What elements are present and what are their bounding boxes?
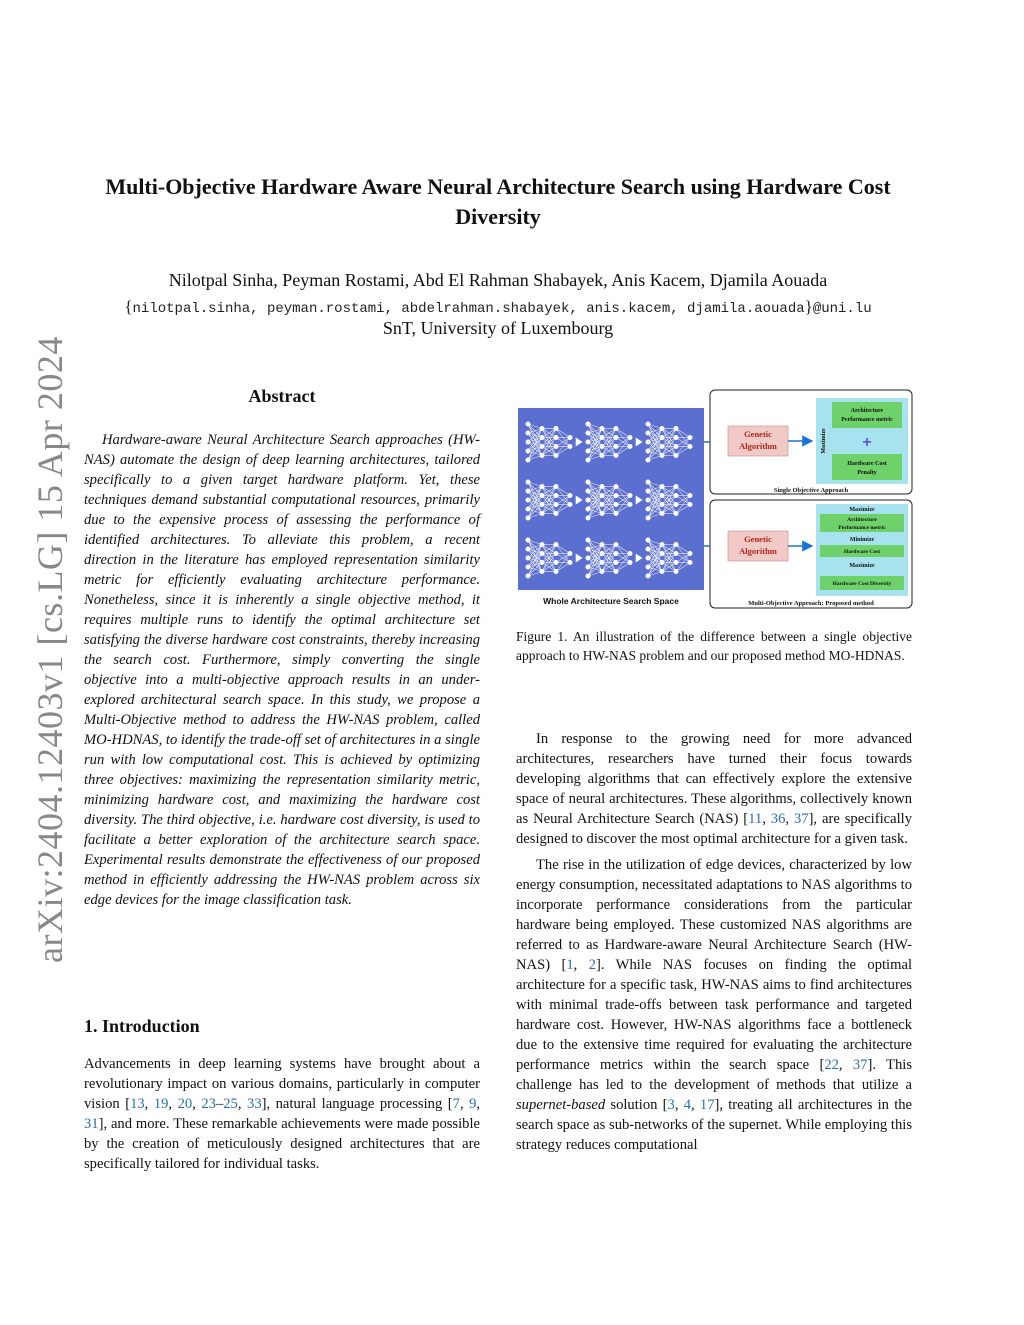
network-node — [646, 516, 650, 520]
network-node — [600, 551, 604, 555]
network-node — [688, 560, 692, 564]
maximize-vertical-label: Maximize — [821, 428, 827, 454]
network-node — [526, 458, 530, 462]
email-domain: @uni.lu — [812, 301, 872, 317]
network-node — [600, 511, 604, 515]
citation-link[interactable]: 36 — [770, 811, 786, 827]
network-node — [674, 435, 678, 439]
network-node — [586, 516, 590, 520]
network-node — [540, 542, 544, 546]
network-node — [586, 538, 590, 542]
figure-1-diagram — [516, 386, 914, 612]
network-node — [554, 435, 558, 439]
network-node — [646, 480, 650, 484]
network-node — [586, 565, 590, 569]
network-node — [540, 444, 544, 448]
citation-link[interactable]: 9 — [469, 1096, 477, 1112]
maximize-label-1: Maximize — [849, 507, 875, 513]
network-node — [554, 453, 558, 457]
network-node — [540, 560, 544, 564]
arch-perf-box-top — [832, 402, 902, 428]
network-node — [660, 560, 664, 564]
network-node — [614, 560, 618, 564]
svg-text:Hardware Cost: Hardware Cost — [847, 461, 887, 467]
citation-link[interactable]: 13 — [130, 1096, 145, 1112]
network-node — [526, 480, 530, 484]
arxiv-side-stamp: arXiv:2404.12403v1 [cs.LG] 15 Apr 2024 — [30, 336, 70, 964]
network-node — [674, 444, 678, 448]
author-list: Nilotpal Sinha, Peyman Rostami, Abd El Rahman Shabayek, Anis Kacem, Djamila Aouada — [168, 270, 828, 290]
network-node — [674, 502, 678, 506]
citation-link[interactable]: 25 — [223, 1096, 238, 1112]
svg-text:Performance metric: Performance metric — [841, 417, 893, 423]
network-node — [688, 502, 692, 506]
network-node — [660, 551, 664, 555]
network-node — [568, 502, 572, 506]
network-node — [660, 502, 664, 506]
citation-link[interactable]: 22 — [824, 1057, 839, 1073]
network-node — [540, 569, 544, 573]
network-node — [600, 493, 604, 497]
network-node — [554, 542, 558, 546]
figure-caption: Figure 1. An illustration of the difference between a single objective approach to HW-NAS problem and our proposed method MO-HDNAS. — [516, 629, 912, 663]
abstract-heading: Abstract — [248, 386, 316, 406]
network-node — [646, 422, 650, 426]
network-node — [646, 458, 650, 462]
citation-link[interactable]: 23 — [201, 1096, 216, 1112]
network-node — [674, 551, 678, 555]
network-node — [586, 458, 590, 462]
network-node — [568, 493, 572, 497]
intro-heading: 1. Introduction — [84, 1016, 200, 1036]
network-node — [586, 489, 590, 493]
ga-label-top-2: Algorithm — [739, 441, 777, 451]
network-node — [674, 569, 678, 573]
network-node — [688, 493, 692, 497]
network-node — [628, 493, 632, 497]
network-node — [526, 574, 530, 578]
network-node — [586, 422, 590, 426]
network-node — [688, 435, 692, 439]
citation-link[interactable]: 2 — [588, 957, 597, 973]
network-node — [526, 440, 530, 444]
network-node — [688, 444, 692, 448]
network-node — [646, 498, 650, 502]
network-node — [540, 502, 544, 506]
network-node — [526, 498, 530, 502]
network-node — [688, 551, 692, 555]
citation-link[interactable]: 37 — [852, 1057, 868, 1073]
network-node — [568, 551, 572, 555]
network-node — [526, 507, 530, 511]
network-node — [600, 426, 604, 430]
network-node — [540, 426, 544, 430]
network-node — [614, 542, 618, 546]
network-node — [660, 453, 664, 457]
network-node — [600, 569, 604, 573]
network-node — [628, 435, 632, 439]
network-node — [674, 453, 678, 457]
network-node — [526, 538, 530, 542]
maximize-label-2: Maximize — [849, 563, 875, 569]
network-node — [526, 449, 530, 453]
network-node — [526, 556, 530, 560]
network-node — [614, 551, 618, 555]
network-node — [646, 489, 650, 493]
network-node — [554, 502, 558, 506]
network-node — [646, 431, 650, 435]
citation-link[interactable]: 20 — [177, 1096, 193, 1112]
plus-sign: + — [862, 434, 872, 451]
author-emails: {nilotpal.sinha, peyman.rostami, abdelrahman.shabayek, anis.kacem, djamila.aouada}@uni.lu — [124, 297, 872, 317]
network-node — [600, 435, 604, 439]
network-node — [600, 444, 604, 448]
abstract-text: Hardware-aware Neural Architecture Search approaches (HW-NAS) automate the design of deep learning architectures, tailored specifically to a given target hardware platform. Yet, these techniques demand substantial computational resources, primarily due to the expensive process of assessing the performance of identified architectures. To alleviate this problem, a recent direction in the literature has employed representation similarity metric for efficiently evaluating architecture performance. Nonetheless, since it is inherently a single objective method, it requires multiple runs to identify the optimal architecture set satisfying the diverse hardware cost constraints, thereby increasing the search cost. Furthermore, simply converting the single objective into a multi-objective approach results in an under-explored architectural search space. In this study, we propose a Multi-Objective method to address the HW-NAS problem, called MO-HDNAS, to identify the trade-off set of architectures in a single run with low computational cost. This is achieved by optimizing three objectives: maximizing the representation similarity metric, minimizing hardware cost, and maximizing the hardware cost diversity. The third objective, i.e. hardware cost diversity, is used to facilitate a better exploration of the architecture search space. Experimental results demonstrate the effectiveness of our proposed method in efficiently addressing the HW-NAS problem across six edge devices for the image classification task. — [84, 432, 480, 908]
hw-cost-label: Hardware Cost — [843, 549, 881, 555]
network-node — [660, 493, 664, 497]
network-node — [660, 569, 664, 573]
network-node — [586, 431, 590, 435]
network-node — [568, 444, 572, 448]
network-node — [660, 542, 664, 546]
network-node — [540, 511, 544, 515]
svg-text:Architecture: Architecture — [850, 408, 884, 414]
network-node — [646, 574, 650, 578]
network-node — [646, 538, 650, 542]
network-node — [526, 547, 530, 551]
hw-cost-diversity-label: Hardware Cost Diversity — [832, 581, 892, 587]
svg-text:Penalty: Penalty — [857, 470, 877, 476]
network-node — [540, 435, 544, 439]
network-node — [674, 426, 678, 430]
network-node — [646, 507, 650, 511]
network-node — [554, 569, 558, 573]
network-node — [628, 502, 632, 506]
paragraph-nas: In response to the growing need for more advanced architectures, researchers have turned their focus towards developing algorithms that can effectively explore the extensive space of neural architectures. These algorithms, collectively known as Neural Architecture Search (NAS) [11, 36, 37], are specifically designed to discover the most optimal architecture for a given task. — [516, 731, 913, 847]
network-node — [614, 493, 618, 497]
network-node — [554, 551, 558, 555]
minimize-label: Minimize — [849, 537, 875, 543]
citation-link[interactable]: 1 — [566, 957, 574, 973]
network-node — [660, 444, 664, 448]
network-node — [660, 484, 664, 488]
network-node — [586, 507, 590, 511]
network-node — [586, 440, 590, 444]
hw-penalty-box — [832, 454, 902, 480]
network-node — [586, 480, 590, 484]
network-node — [554, 560, 558, 564]
network-node — [526, 431, 530, 435]
network-node — [628, 551, 632, 555]
network-node — [674, 560, 678, 564]
network-node — [554, 484, 558, 488]
intro-paragraph: Advancements in deep learning systems have brought about a revolutionary impact on various domains, particularly in computer vision [13, 19, 20, 23–25, 33], natural language processing [7, 9, 31], and more. These remarkable achievements were made possible by the creation of meticulously designed architectures that are specifically tailored for individual tasks. — [84, 1056, 481, 1172]
network-node — [586, 556, 590, 560]
paper-title: Multi-Objective Hardware Aware Neural Architecture Search using Hardware Cost Diversity — [105, 174, 891, 229]
network-node — [646, 565, 650, 569]
right-column-text — [516, 729, 912, 1161]
network-node — [586, 449, 590, 453]
citation-link[interactable]: 33 — [247, 1096, 262, 1112]
network-node — [660, 426, 664, 430]
citation-link[interactable]: 19 — [153, 1096, 169, 1112]
svg-text:Performance metric: Performance metric — [838, 525, 886, 531]
network-node — [586, 574, 590, 578]
network-node — [540, 493, 544, 497]
network-node — [554, 426, 558, 430]
network-node — [540, 551, 544, 555]
network-node — [660, 435, 664, 439]
network-node — [600, 542, 604, 546]
network-node — [628, 444, 632, 448]
svg-text:Architecture: Architecture — [847, 517, 877, 523]
network-node — [526, 516, 530, 520]
network-node — [586, 547, 590, 551]
network-node — [628, 560, 632, 564]
network-node — [674, 484, 678, 488]
network-node — [540, 453, 544, 457]
network-node — [614, 435, 618, 439]
network-node — [526, 565, 530, 569]
email-names: nilotpal.sinha, peyman.rostami, abdelrahman.shabayek, anis.kacem, djamila.aouada — [132, 301, 805, 317]
network-node — [674, 493, 678, 497]
network-node — [614, 426, 618, 430]
network-node — [554, 444, 558, 448]
citation-link[interactable]: 11 — [748, 811, 763, 827]
network-node — [600, 484, 604, 488]
network-node — [646, 449, 650, 453]
network-node — [526, 489, 530, 493]
citation-link[interactable]: 37 — [793, 811, 809, 827]
network-node — [646, 547, 650, 551]
network-node — [554, 493, 558, 497]
affiliation: SnT, University of Luxembourg — [382, 318, 614, 338]
network-node — [660, 511, 664, 515]
network-node — [674, 511, 678, 515]
citation-link[interactable]: 17 — [699, 1097, 715, 1113]
network-node — [600, 560, 604, 564]
network-node — [600, 453, 604, 457]
svg-text:Genetic: Genetic — [744, 534, 772, 544]
network-node — [526, 422, 530, 426]
multi-approach-label: Multi-Objective Approach: Proposed method — [748, 600, 874, 607]
network-node — [554, 511, 558, 515]
network-node — [646, 556, 650, 560]
citation-link[interactable]: 31 — [84, 1116, 99, 1132]
network-node — [540, 484, 544, 488]
network-node — [586, 498, 590, 502]
svg-text:Algorithm: Algorithm — [739, 546, 777, 556]
single-approach-label: Single Objective Approach — [773, 487, 849, 494]
network-node — [614, 453, 618, 457]
citation-link[interactable]: 4 — [683, 1097, 692, 1113]
citation-link[interactable]: 7 — [452, 1096, 460, 1112]
citation-link[interactable]: 3 — [667, 1097, 675, 1113]
network-node — [614, 511, 618, 515]
network-node — [600, 502, 604, 506]
network-node — [614, 569, 618, 573]
network-node — [646, 440, 650, 444]
network-node — [568, 435, 572, 439]
network-node — [568, 560, 572, 564]
network-node — [674, 542, 678, 546]
network-node — [614, 502, 618, 506]
paragraph-hwnas: The rise in the utilization of edge devices, characterized by low energy consumption, necessitated adaptations to NAS algorithms to incorporate performance considerations from the particular hardware being employed. These customized NAS algorithms are referred to as Hardware-aware Neural Architecture Search (HW-NAS) [1, 2]. While NAS focuses on finding the optimal architecture for a specific task, HW-NAS aims to find architectures with minimal trade-offs between task performance and targeted hardware cost. However, HW-NAS algorithms face a bottleneck due to the extensive time required for evaluating the architecture performance metrics within the search space [22, 37]. This challenge has led to the development of methods that utilize a supernet-based solution [3, 4, 17], treating all architectures in the search space as sub-networks of the supernet. While employing this strategy reduces computational — [516, 857, 913, 1153]
network-node — [614, 484, 618, 488]
ga-label-top-1: Genetic — [744, 429, 772, 439]
search-space-label: Whole Architecture Search Space — [543, 596, 679, 606]
network-node — [614, 444, 618, 448]
